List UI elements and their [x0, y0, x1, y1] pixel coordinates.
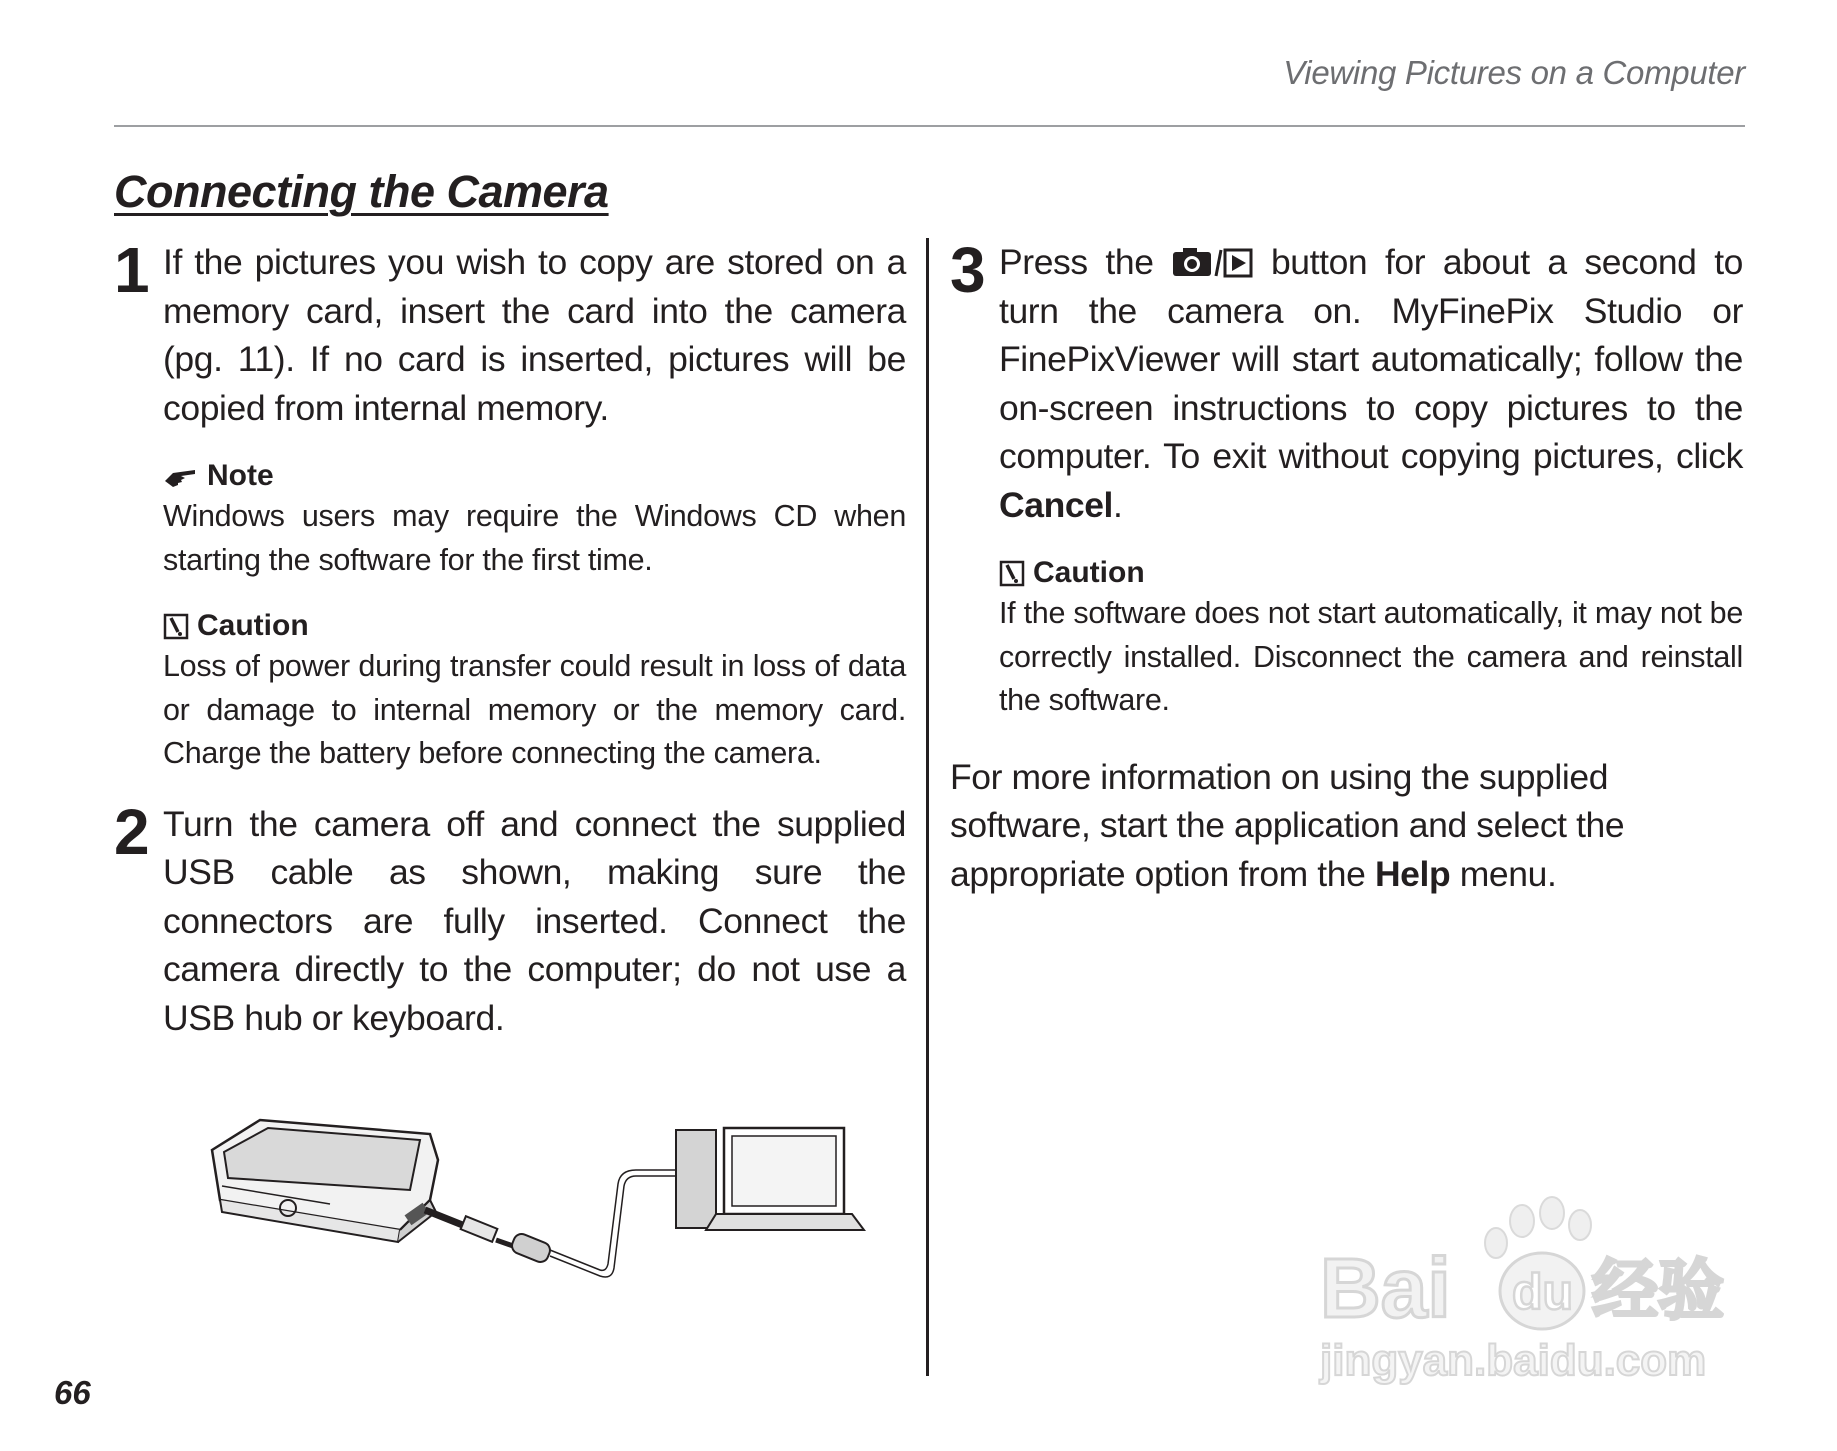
step-number: 3 [950, 234, 986, 306]
help-label: Help [1374, 853, 1451, 894]
shooting-playback-button-icon [1171, 244, 1253, 278]
note-label: Note [207, 459, 274, 492]
caution-label: Caution [197, 609, 309, 642]
cancel-label: Cancel [999, 484, 1114, 525]
caution-box [163, 607, 906, 776]
step-text-part: . [1113, 484, 1123, 525]
caution-icon [163, 612, 189, 640]
running-head: Viewing Pictures on a Computer [1283, 54, 1745, 91]
section-title: Connecting the Camera [114, 166, 609, 217]
watermark-brand: Bai [1320, 1241, 1451, 1335]
left-column [114, 234, 906, 1042]
step-2 [114, 795, 906, 1043]
more-info-text: For more information on using the supplied software, start the application and select the appropriate option from the [950, 756, 1625, 894]
caution-heading [999, 554, 1743, 592]
step-text: Turn the camera off and connect the supplied USB cable as shown, making sure the connectors are fully inserted. Connect the camera directly to the computer; do not use a USB hub or keyboard. [163, 803, 906, 1038]
step-text-part: button for about a second to turn the camera on. MyFinePix Studio or FinePixViewer will start automatically; follow the on-screen instructions to copy pictures to the computer. To exit without copying pictures, click [999, 242, 1743, 476]
camera-icon [212, 1120, 438, 1242]
step-1 [114, 234, 906, 776]
step-3 [950, 234, 1743, 723]
step-text-part: Press the [999, 242, 1172, 282]
baidu-watermark-logo [1300, 1185, 1760, 1395]
laptop-icon [706, 1128, 864, 1230]
caution-icon [999, 559, 1025, 587]
note-box [163, 457, 906, 582]
caution-box [999, 554, 1743, 723]
computer-tower-icon [676, 1130, 716, 1228]
usb-cable-icon [425, 1170, 676, 1277]
step-text [999, 238, 1743, 529]
more-info-text-end: menu. [1450, 853, 1557, 894]
watermark-url: jingyan.baidu.com [1320, 1336, 1707, 1385]
usb-connection-illustration [200, 1100, 880, 1290]
paw-icon [1485, 1197, 1591, 1258]
caution-text: If the software does not start automatically, it may not be correctly installed. Disconnect the camera and reinstall the software. [999, 596, 1743, 717]
right-column [950, 234, 1743, 898]
caution-text: Loss of power during transfer could result in loss of data or damage to internal memory or the memory card. Charge the battery before connecting the camera. [163, 649, 906, 770]
step-text: If the pictures you wish to copy are stored on a memory card, insert the card into the camera (pg. 11). If no card is inserted, pictures will be copied from internal memory. [163, 242, 906, 428]
caution-label: Caution [1033, 556, 1145, 589]
step-number: 1 [114, 234, 150, 306]
watermark-suffix: 经验 [1592, 1252, 1724, 1329]
page-number: 66 [54, 1374, 91, 1411]
watermark-badge: du [1512, 1264, 1574, 1320]
note-text: Windows users may require the Windows CD when starting the software for the first time. [163, 499, 906, 577]
more-info-paragraph [950, 753, 1743, 899]
header-rule [114, 125, 1745, 127]
note-heading [163, 457, 906, 495]
note-hand-icon [163, 461, 199, 491]
column-divider [926, 238, 929, 1376]
caution-heading [163, 607, 906, 645]
step-number: 2 [114, 795, 150, 868]
